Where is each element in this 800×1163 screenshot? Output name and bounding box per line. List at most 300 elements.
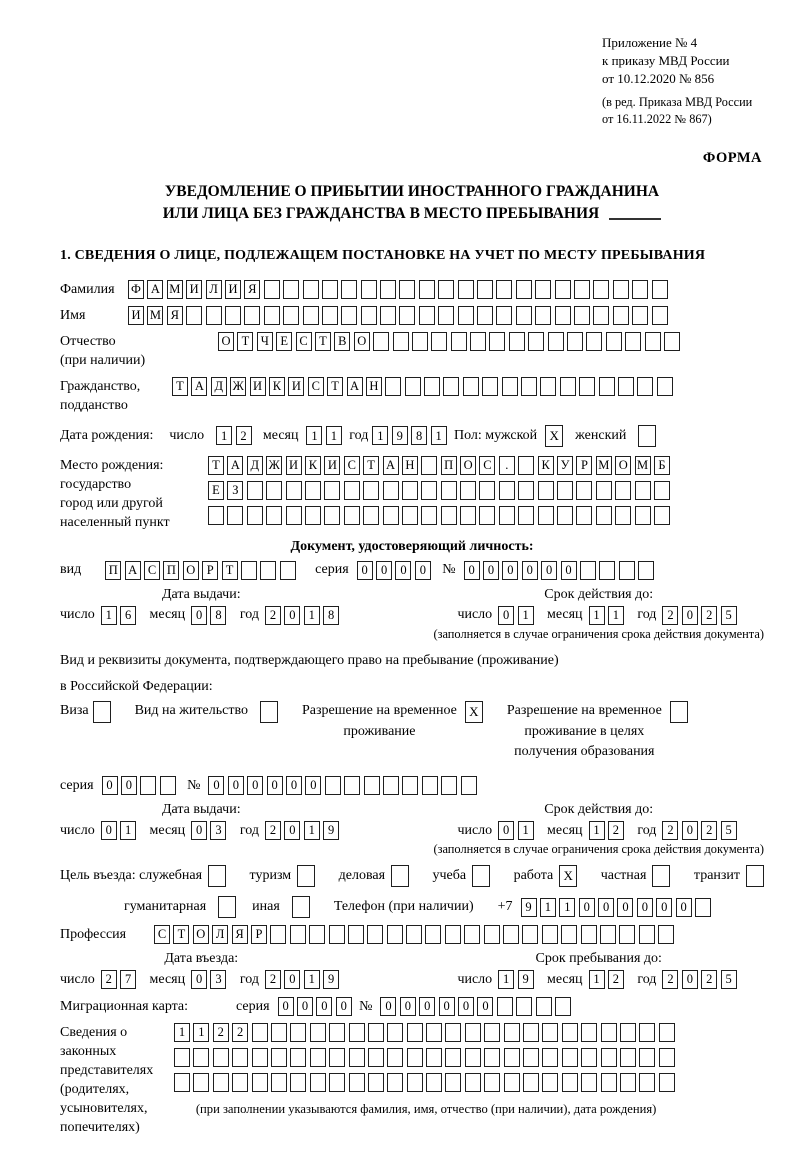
cell[interactable]	[264, 280, 280, 299]
cell[interactable]	[445, 1073, 461, 1092]
cell[interactable]	[504, 1073, 520, 1092]
cell[interactable]: 0	[617, 898, 633, 917]
cell[interactable]: У	[557, 456, 573, 475]
cell[interactable]: П	[163, 561, 179, 580]
cell[interactable]	[424, 377, 440, 396]
birthdate-month-cells[interactable]	[306, 426, 345, 445]
cell[interactable]	[497, 997, 513, 1016]
cell[interactable]: А	[147, 280, 163, 299]
cell[interactable]: 0	[561, 561, 577, 580]
cell[interactable]: 1	[589, 821, 605, 840]
cell[interactable]	[596, 481, 612, 500]
cell[interactable]	[516, 997, 532, 1016]
cell[interactable]	[606, 332, 622, 351]
cell[interactable]: 1	[589, 606, 605, 625]
cell[interactable]	[464, 925, 480, 944]
cell[interactable]: 0	[502, 561, 518, 580]
migration-num-cells[interactable]	[380, 997, 574, 1016]
cell[interactable]	[160, 776, 176, 795]
identity-valid-day[interactable]	[498, 606, 537, 625]
cell[interactable]	[639, 1073, 655, 1092]
cell[interactable]	[441, 506, 457, 525]
cell[interactable]	[579, 377, 595, 396]
cell[interactable]: 0	[336, 997, 352, 1016]
cell[interactable]: 0	[191, 606, 207, 625]
cell[interactable]	[310, 1073, 326, 1092]
cell[interactable]: Т	[363, 456, 379, 475]
cell[interactable]	[548, 332, 564, 351]
cell[interactable]: 0	[682, 606, 698, 625]
cell[interactable]	[349, 1023, 365, 1042]
cell[interactable]	[504, 1048, 520, 1067]
cell[interactable]	[652, 280, 668, 299]
cell[interactable]: И	[128, 306, 144, 325]
cell[interactable]: Ж	[266, 456, 282, 475]
cell[interactable]	[438, 280, 454, 299]
cell[interactable]	[638, 561, 654, 580]
cell[interactable]	[654, 506, 670, 525]
cell[interactable]	[431, 332, 447, 351]
cell[interactable]	[458, 280, 474, 299]
cell[interactable]: 0	[102, 776, 118, 795]
identity-issue-day[interactable]	[101, 606, 140, 625]
cell[interactable]	[174, 1073, 190, 1092]
cell[interactable]	[422, 776, 438, 795]
cell[interactable]	[499, 481, 515, 500]
cell[interactable]: П	[441, 456, 457, 475]
identity-issue-month[interactable]	[191, 606, 230, 625]
cell[interactable]	[538, 506, 554, 525]
cell[interactable]	[637, 377, 653, 396]
cell[interactable]: 3	[210, 821, 226, 840]
cell[interactable]	[625, 332, 641, 351]
cell[interactable]	[463, 377, 479, 396]
cell[interactable]: 0	[477, 997, 493, 1016]
cell[interactable]	[542, 1023, 558, 1042]
cell[interactable]: 0	[316, 997, 332, 1016]
cell[interactable]: 0	[682, 821, 698, 840]
cell[interactable]: А	[191, 377, 207, 396]
cell[interactable]: И	[186, 280, 202, 299]
cell[interactable]	[477, 306, 493, 325]
birthdate-day-cells[interactable]	[216, 426, 255, 445]
cell[interactable]	[241, 561, 257, 580]
cell[interactable]	[528, 332, 544, 351]
cell[interactable]: 1	[216, 426, 232, 445]
cell[interactable]	[412, 332, 428, 351]
cell[interactable]: 1	[304, 606, 320, 625]
cell[interactable]	[426, 1023, 442, 1042]
cell[interactable]: 5	[721, 970, 737, 989]
cell[interactable]: 1	[193, 1023, 209, 1042]
cell[interactable]	[232, 1048, 248, 1067]
surname-cells[interactable]	[128, 280, 671, 299]
cell[interactable]	[581, 1048, 597, 1067]
cell[interactable]	[601, 1073, 617, 1092]
cell[interactable]	[496, 306, 512, 325]
cell[interactable]	[567, 332, 583, 351]
cell[interactable]	[344, 776, 360, 795]
cell[interactable]	[324, 481, 340, 500]
cell[interactable]	[186, 306, 202, 325]
cell[interactable]: О	[354, 332, 370, 351]
cell[interactable]	[518, 481, 534, 500]
cell[interactable]	[252, 1048, 268, 1067]
citizenship-cells[interactable]	[172, 377, 676, 396]
purpose-other-checkbox[interactable]	[292, 896, 310, 918]
cell[interactable]	[227, 506, 243, 525]
cell[interactable]	[140, 776, 156, 795]
cell[interactable]: 5	[721, 821, 737, 840]
cell[interactable]: И	[250, 377, 266, 396]
cell[interactable]: Д	[247, 456, 263, 475]
cell[interactable]	[399, 280, 415, 299]
cell[interactable]: В	[334, 332, 350, 351]
cell[interactable]	[489, 332, 505, 351]
cell[interactable]	[639, 1023, 655, 1042]
cell[interactable]: С	[154, 925, 170, 944]
cell[interactable]	[402, 481, 418, 500]
cell[interactable]	[484, 1048, 500, 1067]
cell[interactable]	[380, 306, 396, 325]
cell[interactable]	[659, 1023, 675, 1042]
cell[interactable]: Н	[402, 456, 418, 475]
cell[interactable]: И	[324, 456, 340, 475]
cell[interactable]	[580, 561, 596, 580]
cell[interactable]	[632, 280, 648, 299]
cell[interactable]	[361, 280, 377, 299]
cell[interactable]: Р	[576, 456, 592, 475]
cell[interactable]	[213, 1073, 229, 1092]
cell[interactable]	[286, 481, 302, 500]
cell[interactable]: 0	[579, 898, 595, 917]
cell[interactable]	[270, 925, 286, 944]
cell[interactable]	[518, 456, 534, 475]
cell[interactable]: 0	[278, 997, 294, 1016]
cell[interactable]	[393, 332, 409, 351]
cell[interactable]: 1	[608, 606, 624, 625]
cell[interactable]	[271, 1023, 287, 1042]
cell[interactable]: 2	[608, 821, 624, 840]
cell[interactable]	[406, 925, 422, 944]
cell[interactable]	[305, 481, 321, 500]
cell[interactable]: Т	[173, 925, 189, 944]
cell[interactable]: 0	[228, 776, 244, 795]
cell[interactable]	[560, 377, 576, 396]
cell[interactable]	[509, 332, 525, 351]
cell[interactable]: К	[269, 377, 285, 396]
cell[interactable]	[324, 506, 340, 525]
cell[interactable]	[613, 306, 629, 325]
cell[interactable]: Я	[232, 925, 248, 944]
cell[interactable]	[652, 306, 668, 325]
cell[interactable]: М	[147, 306, 163, 325]
cell[interactable]	[658, 925, 674, 944]
cell[interactable]	[557, 481, 573, 500]
cell[interactable]: 2	[608, 970, 624, 989]
cell[interactable]	[305, 506, 321, 525]
cell[interactable]: 0	[284, 606, 300, 625]
cell[interactable]	[461, 776, 477, 795]
cell[interactable]	[503, 925, 519, 944]
cell[interactable]: Я	[244, 280, 260, 299]
cell[interactable]: Ф	[128, 280, 144, 299]
cell[interactable]	[536, 997, 552, 1016]
cell[interactable]	[535, 280, 551, 299]
cell[interactable]: 2	[213, 1023, 229, 1042]
stay-year[interactable]	[662, 970, 740, 989]
cell[interactable]	[639, 925, 655, 944]
cell[interactable]: Л	[206, 280, 222, 299]
cell[interactable]	[518, 506, 534, 525]
cell[interactable]	[407, 1023, 423, 1042]
cell[interactable]: Я	[167, 306, 183, 325]
cell[interactable]	[576, 506, 592, 525]
cell[interactable]	[419, 280, 435, 299]
cell[interactable]: 1	[431, 426, 447, 445]
cell[interactable]: 0	[297, 997, 313, 1016]
cell[interactable]	[260, 561, 276, 580]
cell[interactable]	[387, 1073, 403, 1092]
cell[interactable]	[465, 1023, 481, 1042]
cell[interactable]: 1	[174, 1023, 190, 1042]
cell[interactable]: Ж	[230, 377, 246, 396]
cell[interactable]	[538, 481, 554, 500]
birthdate-year-cells[interactable]	[372, 426, 450, 445]
cell[interactable]	[380, 280, 396, 299]
cell[interactable]	[522, 925, 538, 944]
cell[interactable]	[344, 481, 360, 500]
cell[interactable]	[271, 1073, 287, 1092]
cell[interactable]	[368, 1023, 384, 1042]
stay-day[interactable]	[498, 970, 537, 989]
cell[interactable]	[465, 1073, 481, 1092]
cell[interactable]: 2	[701, 606, 717, 625]
cell[interactable]: 0	[458, 997, 474, 1016]
cell[interactable]	[477, 280, 493, 299]
cell[interactable]: 0	[439, 997, 455, 1016]
birthplace-cells-row1[interactable]	[208, 456, 673, 475]
cell[interactable]: 2	[236, 426, 252, 445]
cell[interactable]	[322, 306, 338, 325]
cell[interactable]: Р	[251, 925, 267, 944]
cell[interactable]	[445, 1048, 461, 1067]
cell[interactable]	[421, 506, 437, 525]
cell[interactable]	[562, 1073, 578, 1092]
cell[interactable]	[619, 561, 635, 580]
residence-num-cells[interactable]	[208, 776, 479, 795]
cell[interactable]	[542, 925, 558, 944]
cell[interactable]	[303, 280, 319, 299]
cell[interactable]	[252, 1023, 268, 1042]
cell[interactable]	[232, 1073, 248, 1092]
cell[interactable]	[247, 481, 263, 500]
cell[interactable]: 0	[376, 561, 392, 580]
residence-issue-year[interactable]	[265, 821, 343, 840]
cell[interactable]: 1	[559, 898, 575, 917]
cell[interactable]: О	[183, 561, 199, 580]
cell[interactable]	[361, 306, 377, 325]
cell[interactable]	[618, 377, 634, 396]
cell[interactable]: 0	[208, 776, 224, 795]
cell[interactable]: 0	[247, 776, 263, 795]
cell[interactable]	[421, 481, 437, 500]
cell[interactable]: 0	[357, 561, 373, 580]
cell[interactable]	[484, 1023, 500, 1042]
cell[interactable]	[581, 1023, 597, 1042]
cell[interactable]	[441, 481, 457, 500]
cell[interactable]	[322, 280, 338, 299]
cell[interactable]	[290, 1073, 306, 1092]
cell[interactable]	[310, 1048, 326, 1067]
cell[interactable]	[387, 925, 403, 944]
cell[interactable]: 8	[210, 606, 226, 625]
cell[interactable]	[502, 377, 518, 396]
cell[interactable]: О	[193, 925, 209, 944]
cell[interactable]	[387, 1023, 403, 1042]
cell[interactable]	[252, 1073, 268, 1092]
cell[interactable]: 0	[284, 970, 300, 989]
cell[interactable]	[635, 506, 651, 525]
cell[interactable]	[562, 1048, 578, 1067]
cell[interactable]: 0	[305, 776, 321, 795]
cell[interactable]	[484, 925, 500, 944]
cell[interactable]	[441, 776, 457, 795]
cell[interactable]	[247, 506, 263, 525]
cell[interactable]: Т	[327, 377, 343, 396]
cell[interactable]	[445, 925, 461, 944]
cell[interactable]: 9	[323, 970, 339, 989]
cell[interactable]	[303, 306, 319, 325]
cell[interactable]	[364, 776, 380, 795]
cell[interactable]	[504, 1023, 520, 1042]
cell[interactable]: 1	[101, 606, 117, 625]
cell[interactable]	[266, 481, 282, 500]
birthplace-cells-row2[interactable]	[208, 481, 673, 500]
cell[interactable]	[620, 1023, 636, 1042]
cell[interactable]	[329, 1073, 345, 1092]
cell[interactable]	[407, 1073, 423, 1092]
cell[interactable]	[482, 377, 498, 396]
cell[interactable]	[385, 377, 401, 396]
cell[interactable]	[659, 1048, 675, 1067]
cell[interactable]	[368, 1073, 384, 1092]
cell[interactable]: Т	[222, 561, 238, 580]
cell[interactable]	[290, 1023, 306, 1042]
cell[interactable]	[344, 506, 360, 525]
cell[interactable]: 0	[395, 561, 411, 580]
cell[interactable]: 0	[498, 606, 514, 625]
cell[interactable]: Т	[315, 332, 331, 351]
firstname-cells[interactable]	[128, 306, 671, 325]
cell[interactable]	[695, 898, 711, 917]
cell[interactable]	[593, 280, 609, 299]
cell[interactable]: О	[218, 332, 234, 351]
purpose-humanitarian-checkbox[interactable]	[218, 896, 236, 918]
cell[interactable]: Е	[276, 332, 292, 351]
cell[interactable]: 2	[232, 1023, 248, 1042]
cell[interactable]	[632, 306, 648, 325]
purpose-tourism-checkbox[interactable]	[297, 865, 315, 887]
cell[interactable]	[555, 306, 571, 325]
cell[interactable]	[620, 1073, 636, 1092]
cell[interactable]: М	[596, 456, 612, 475]
cell[interactable]	[542, 1048, 558, 1067]
identity-seriya-cells[interactable]	[357, 561, 435, 580]
cell[interactable]	[581, 925, 597, 944]
cell[interactable]	[516, 280, 532, 299]
cell[interactable]	[540, 377, 556, 396]
cell[interactable]: А	[227, 456, 243, 475]
cell[interactable]: 1	[498, 970, 514, 989]
cell[interactable]	[341, 306, 357, 325]
cell[interactable]: 1	[306, 426, 322, 445]
cell[interactable]	[206, 306, 222, 325]
cell[interactable]	[639, 1048, 655, 1067]
cell[interactable]: Д	[211, 377, 227, 396]
cell[interactable]	[348, 925, 364, 944]
cell[interactable]	[479, 481, 495, 500]
cell[interactable]: С	[144, 561, 160, 580]
cell[interactable]: 0	[419, 997, 435, 1016]
cell[interactable]: 8	[411, 426, 427, 445]
cell[interactable]: 0	[598, 898, 614, 917]
sex-male-checkbox[interactable]: X	[545, 425, 563, 447]
cell[interactable]: Т	[237, 332, 253, 351]
cell[interactable]: 0	[284, 821, 300, 840]
cell[interactable]	[402, 776, 418, 795]
cell[interactable]	[349, 1048, 365, 1067]
representatives-cells-row3[interactable]	[174, 1073, 678, 1092]
cell[interactable]: 0	[380, 997, 396, 1016]
purpose-work-checkbox[interactable]: X	[559, 865, 577, 887]
cell[interactable]	[470, 332, 486, 351]
identity-num-cells[interactable]	[464, 561, 658, 580]
cell[interactable]	[574, 280, 590, 299]
cell[interactable]: 0	[541, 561, 557, 580]
cell[interactable]	[620, 1048, 636, 1067]
purpose-private-checkbox[interactable]	[652, 865, 670, 887]
cell[interactable]	[619, 925, 635, 944]
cell[interactable]: С	[308, 377, 324, 396]
cell[interactable]	[383, 776, 399, 795]
cell[interactable]	[438, 306, 454, 325]
cell[interactable]	[561, 925, 577, 944]
cell[interactable]: 0	[522, 561, 538, 580]
representatives-cells-row1[interactable]	[174, 1023, 678, 1042]
cell[interactable]: М	[167, 280, 183, 299]
cell[interactable]	[465, 1048, 481, 1067]
cell[interactable]	[405, 377, 421, 396]
cell[interactable]	[600, 925, 616, 944]
temporary-residence-checkbox[interactable]: X	[465, 701, 483, 723]
cell[interactable]	[593, 306, 609, 325]
cell[interactable]	[458, 306, 474, 325]
cell[interactable]	[402, 506, 418, 525]
cell[interactable]	[193, 1073, 209, 1092]
cell[interactable]: 0	[676, 898, 692, 917]
temporary-residence-education-checkbox[interactable]	[670, 701, 688, 723]
cell[interactable]: О	[615, 456, 631, 475]
cell[interactable]: 1	[540, 898, 556, 917]
cell[interactable]	[373, 332, 389, 351]
cell[interactable]	[399, 306, 415, 325]
residence-issue-day[interactable]	[101, 821, 140, 840]
purpose-transit-checkbox[interactable]	[746, 865, 764, 887]
cell[interactable]: 6	[120, 606, 136, 625]
cell[interactable]	[521, 377, 537, 396]
cell[interactable]	[283, 306, 299, 325]
